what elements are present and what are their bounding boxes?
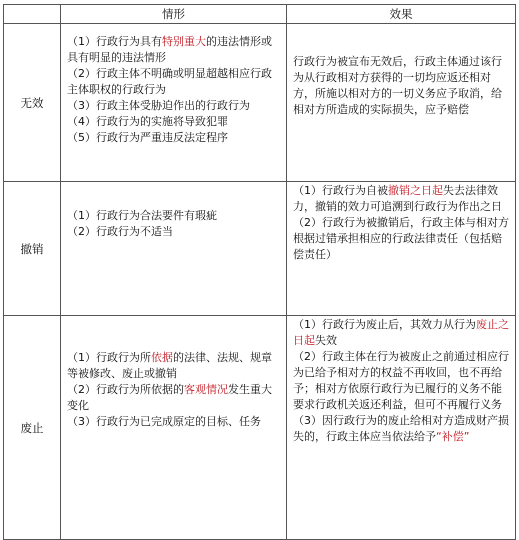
table-row bbox=[4, 316, 516, 540]
category-cell bbox=[4, 316, 61, 540]
highlight-text: 特别重大 bbox=[162, 35, 206, 48]
situation-cell bbox=[61, 182, 287, 316]
category-cell bbox=[4, 182, 61, 316]
list-item: （1）行政行为自被撤销之日起失去法律效力，撤销的效力可追溯到行政行为作出之日 bbox=[293, 184, 502, 213]
list-item: （2）行政主体在行为被废止之前通过相应行为已给予相对方的权益不再收回，也不再给予；相对方依原行政行为已履行的义务不能要求行政机关返还利益，但可不再履行义务 bbox=[293, 350, 509, 411]
category-label: 废止 bbox=[20, 420, 44, 435]
list-item: （2）行政行为所依据的客观情况发生重大变化 bbox=[67, 383, 272, 412]
list-item: （1）行政行为所依据的法律、法规、规章等被修改、废止或撤销 bbox=[67, 351, 272, 380]
list-item: （4）行政行为的实施将导致犯罪 bbox=[67, 115, 228, 128]
effect-cell bbox=[287, 316, 516, 540]
header-effect-cell bbox=[287, 5, 516, 24]
list-item: （2）行政主体不明确或明显超越相应行政主体职权的行政行为 bbox=[67, 67, 272, 96]
header-effect: 效果 bbox=[389, 7, 413, 21]
legal-effects-table bbox=[3, 4, 516, 540]
highlight-text: 撤销之日起 bbox=[388, 184, 443, 197]
category-label: 撤销 bbox=[20, 241, 44, 256]
table-header-row bbox=[4, 5, 516, 24]
header-category-cell bbox=[4, 5, 61, 24]
header-situation-cell bbox=[61, 5, 287, 24]
situation-cell bbox=[61, 316, 287, 540]
list-item: （3）因行政行为的废止给相对方造成财产损失的，行政主体应当依法给予“补偿” bbox=[293, 414, 509, 443]
situation-cell bbox=[61, 24, 287, 182]
list-item: （3）行政行为已完成原定的目标、任务 bbox=[67, 415, 261, 428]
list-item: （2）行政行为不适当 bbox=[67, 225, 173, 238]
list-item: （2）行政行为被撤销后，行政主体与相对方根据过错承担相应的行政法律责任（包括赔偿责任） bbox=[293, 216, 509, 261]
highlight-text: 废止之日起 bbox=[293, 318, 509, 347]
table-row bbox=[4, 182, 516, 316]
category-label: 无效 bbox=[20, 95, 44, 110]
effect-cell bbox=[287, 24, 516, 182]
effect-cell bbox=[287, 182, 516, 316]
table-row bbox=[4, 24, 516, 182]
category-cell bbox=[4, 24, 61, 182]
list-item: （1）行政行为具有特别重大的违法情形或具有明显的违法情形 bbox=[67, 35, 272, 64]
list-item: （3）行政主体受胁迫作出的行政行为 bbox=[67, 99, 250, 112]
list-item: 行政行为被宣布无效后，行政主体通过该行为从行政相对方获得的一切均应返还相对方，所施以相对方的一切义务应予取消，给相对方所造成的实际损失，应予赔偿 bbox=[293, 55, 502, 116]
list-item: （5）行政行为严重违反法定程序 bbox=[67, 131, 228, 144]
highlight-text: “补偿” bbox=[436, 430, 470, 443]
highlight-text: 依据 bbox=[151, 351, 173, 364]
header-situation: 情形 bbox=[162, 7, 185, 21]
list-item: （1）行政行为废止后，其效力从行为废止之日起失效 bbox=[293, 318, 509, 347]
list-item: （1）行政行为合法要件有瑕疵 bbox=[67, 209, 217, 222]
highlight-text: 客观情况 bbox=[184, 383, 228, 396]
